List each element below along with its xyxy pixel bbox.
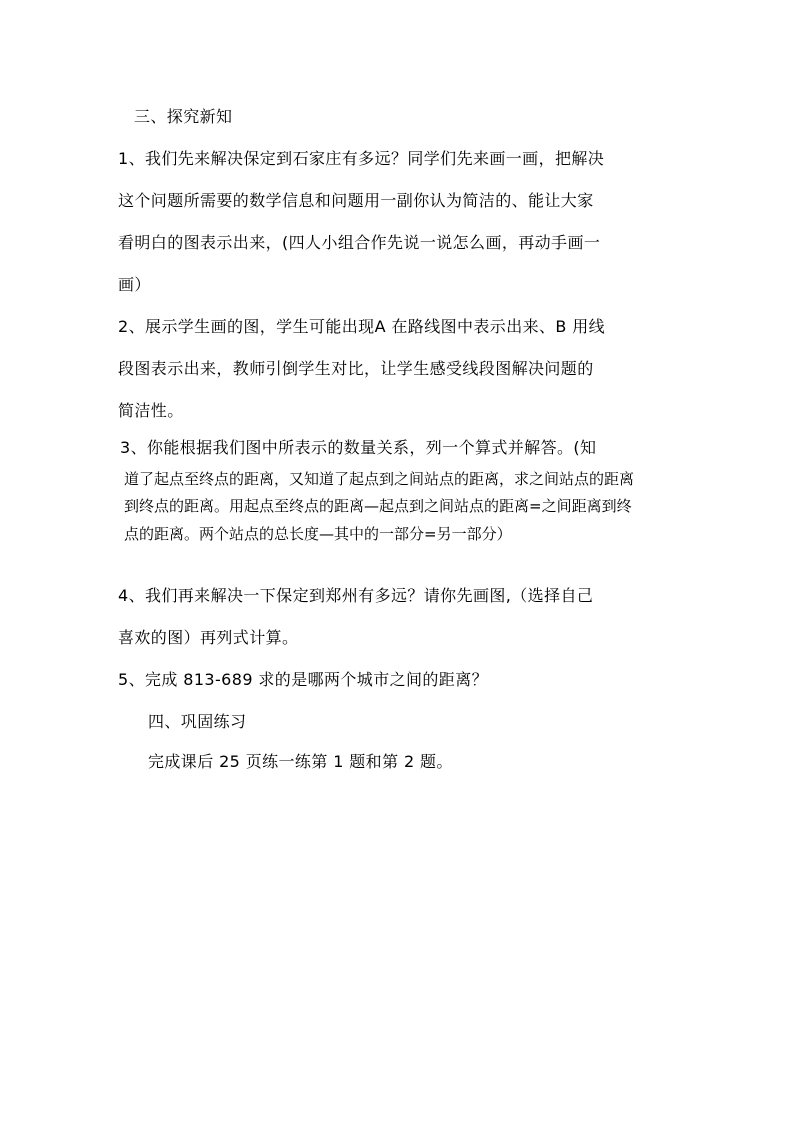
item2-line3: 简洁性。	[118, 401, 184, 420]
item3-note-line3: 点的距离。两个站点的总长度—其中的一部分=另一部分）	[124, 525, 512, 543]
section-heading-explore: 三、探究新知	[134, 107, 233, 126]
item2-line2: 段图表示出来，教师引倒学生对比，让学生感受线段图解决问题的	[118, 359, 594, 378]
item1-line1: 1、我们先来解决保定到石家庄有多远？同学们先来画一画，把解决	[118, 149, 605, 168]
item3-note-line2: 到终点的距离。用起点至终点的距离—起点到之间站点的距离=之间距离到终	[124, 497, 632, 515]
item1-line3: 看明白的图表示出来，(四人小组合作先说一说怎么画，再动手画一	[118, 233, 601, 252]
item3-note-line1: 道了起点至终点的距离，又知道了起点到之间站点的距离，求之间站点的距离	[124, 470, 635, 488]
item1-line4: 画）	[118, 275, 151, 294]
exercise-line: 完成课后 25 页练一练第 1 题和第 2 题。	[148, 752, 453, 771]
item3-lead: 3、你能根据我们图中所表示的数量关系，列一个算式并解答。(知	[120, 438, 597, 457]
item1-line2: 这个问题所需要的数学信息和问题用一副你认为简洁的、能让大家	[118, 191, 594, 210]
item4-line1: 4、我们再来解决一下保定到郑州有多远？请你先画图,（选择自己	[118, 586, 594, 605]
item2-line1: 2、展示学生画的图，学生可能出现A 在路线图中表示出来、B 用线	[118, 317, 606, 336]
item4-line2: 喜欢的图）再列式计算。	[118, 628, 299, 647]
item5-line: 5、完成 813-689 求的是哪两个城市之间的距离？	[118, 670, 489, 689]
section-heading-practice: 四、巩固练习	[148, 712, 247, 731]
